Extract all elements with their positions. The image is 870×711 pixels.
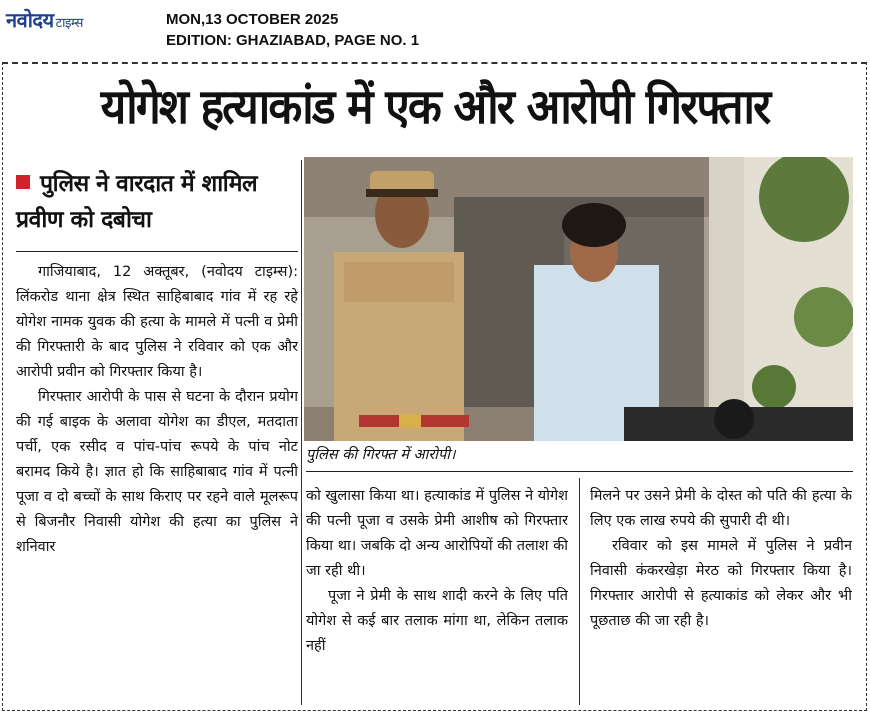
paragraph: गिरफ्तार आरोपी के पास से घटना के दौरान प्रयोग की गई बाइक के अलावा योगेश का डीएल, मतदाता पर्ची, एक रसीद व पांच-पांच रूपये के पांच नोट बरामद किये है। ज्ञात हो कि साहिबाबाद गांव में पत्नी पूजा व दो बच्चों के साथ किराए पर रहने वाले मूलरूप से बिजनौर निवासी योगेश की हत्या का पुलिस ने शनिवार [16, 389, 298, 555]
paragraph: पूजा ने प्रेमी के साथ शादी करने के लिए पति योगेश से कई बार तलाक मांगा था, लेकिन तलाक नहीं [306, 588, 568, 654]
edition-info [166, 9, 419, 51]
paragraph: को खुलासा किया था। हत्याकांड में पुलिस ने योगेश की पत्नी पूजा व उसके प्रेमी आशीष को गिरफ्तार किया था। जबकि दो अन्य आरोपियों की तलाश की जा रही थी। [306, 488, 568, 579]
police-with-accused-image [304, 157, 853, 441]
logo-main: नवोदय [6, 8, 54, 32]
paragraph: रविवार को इस मामले में पुलिस ने प्रवीन निवासी कंकरखेड़ा मेरठ को गिरफ्तार किया है। गिरफ्तार आरोपी से हत्याकांड को लेकर और भी पूछताछ की जा रही है। [590, 538, 852, 629]
column-divider [579, 478, 580, 705]
paragraph: मिलने पर उसने प्रेमी के दोस्त को पति की हत्या के लिए एक लाख रुपये की सुपारी दी थी। [590, 488, 852, 529]
paragraph: गाजियाबाद, 12 अक्तूबर, (नवोदय टाइम्स): लिंकरोड थाना क्षेत्र स्थित साहिबाबाद गांव में रह रहे योगेश नामक युवक की हत्या के मामले में पत्नी व प्रेमी की गिरफ्तारी के बाद पुलिस ने रविवार को एक और आरोपी प्रवीन को गिरफ्तार किया है। [16, 264, 298, 380]
logo-sub: टाइम्स [55, 16, 83, 31]
subheadline [16, 166, 298, 238]
subhead-divider [16, 251, 298, 252]
red-bullet-icon [16, 175, 30, 189]
news-photo[interactable] [304, 157, 853, 441]
caption-divider [306, 471, 853, 472]
masthead [0, 0, 870, 56]
article-column-1 [16, 260, 298, 705]
article-column-3 [590, 484, 852, 704]
date-line: MON,13 OCTOBER 2025 [166, 11, 339, 28]
column-divider [301, 160, 302, 705]
headline: योगेश हत्याकांड में एक और आरोपी गिरफ्तार [100, 79, 770, 135]
article-column-2 [306, 484, 568, 704]
photo-caption: पुलिस की गिरफ्त में आरोपी। [306, 447, 456, 463]
newspaper-logo[interactable] [6, 6, 83, 33]
subheadline-text: पुलिस ने वारदात में शामिल प्रवीण को दबोचा [16, 171, 258, 233]
edition-line: EDITION: GHAZIABAD, PAGE NO. 1 [166, 32, 420, 49]
